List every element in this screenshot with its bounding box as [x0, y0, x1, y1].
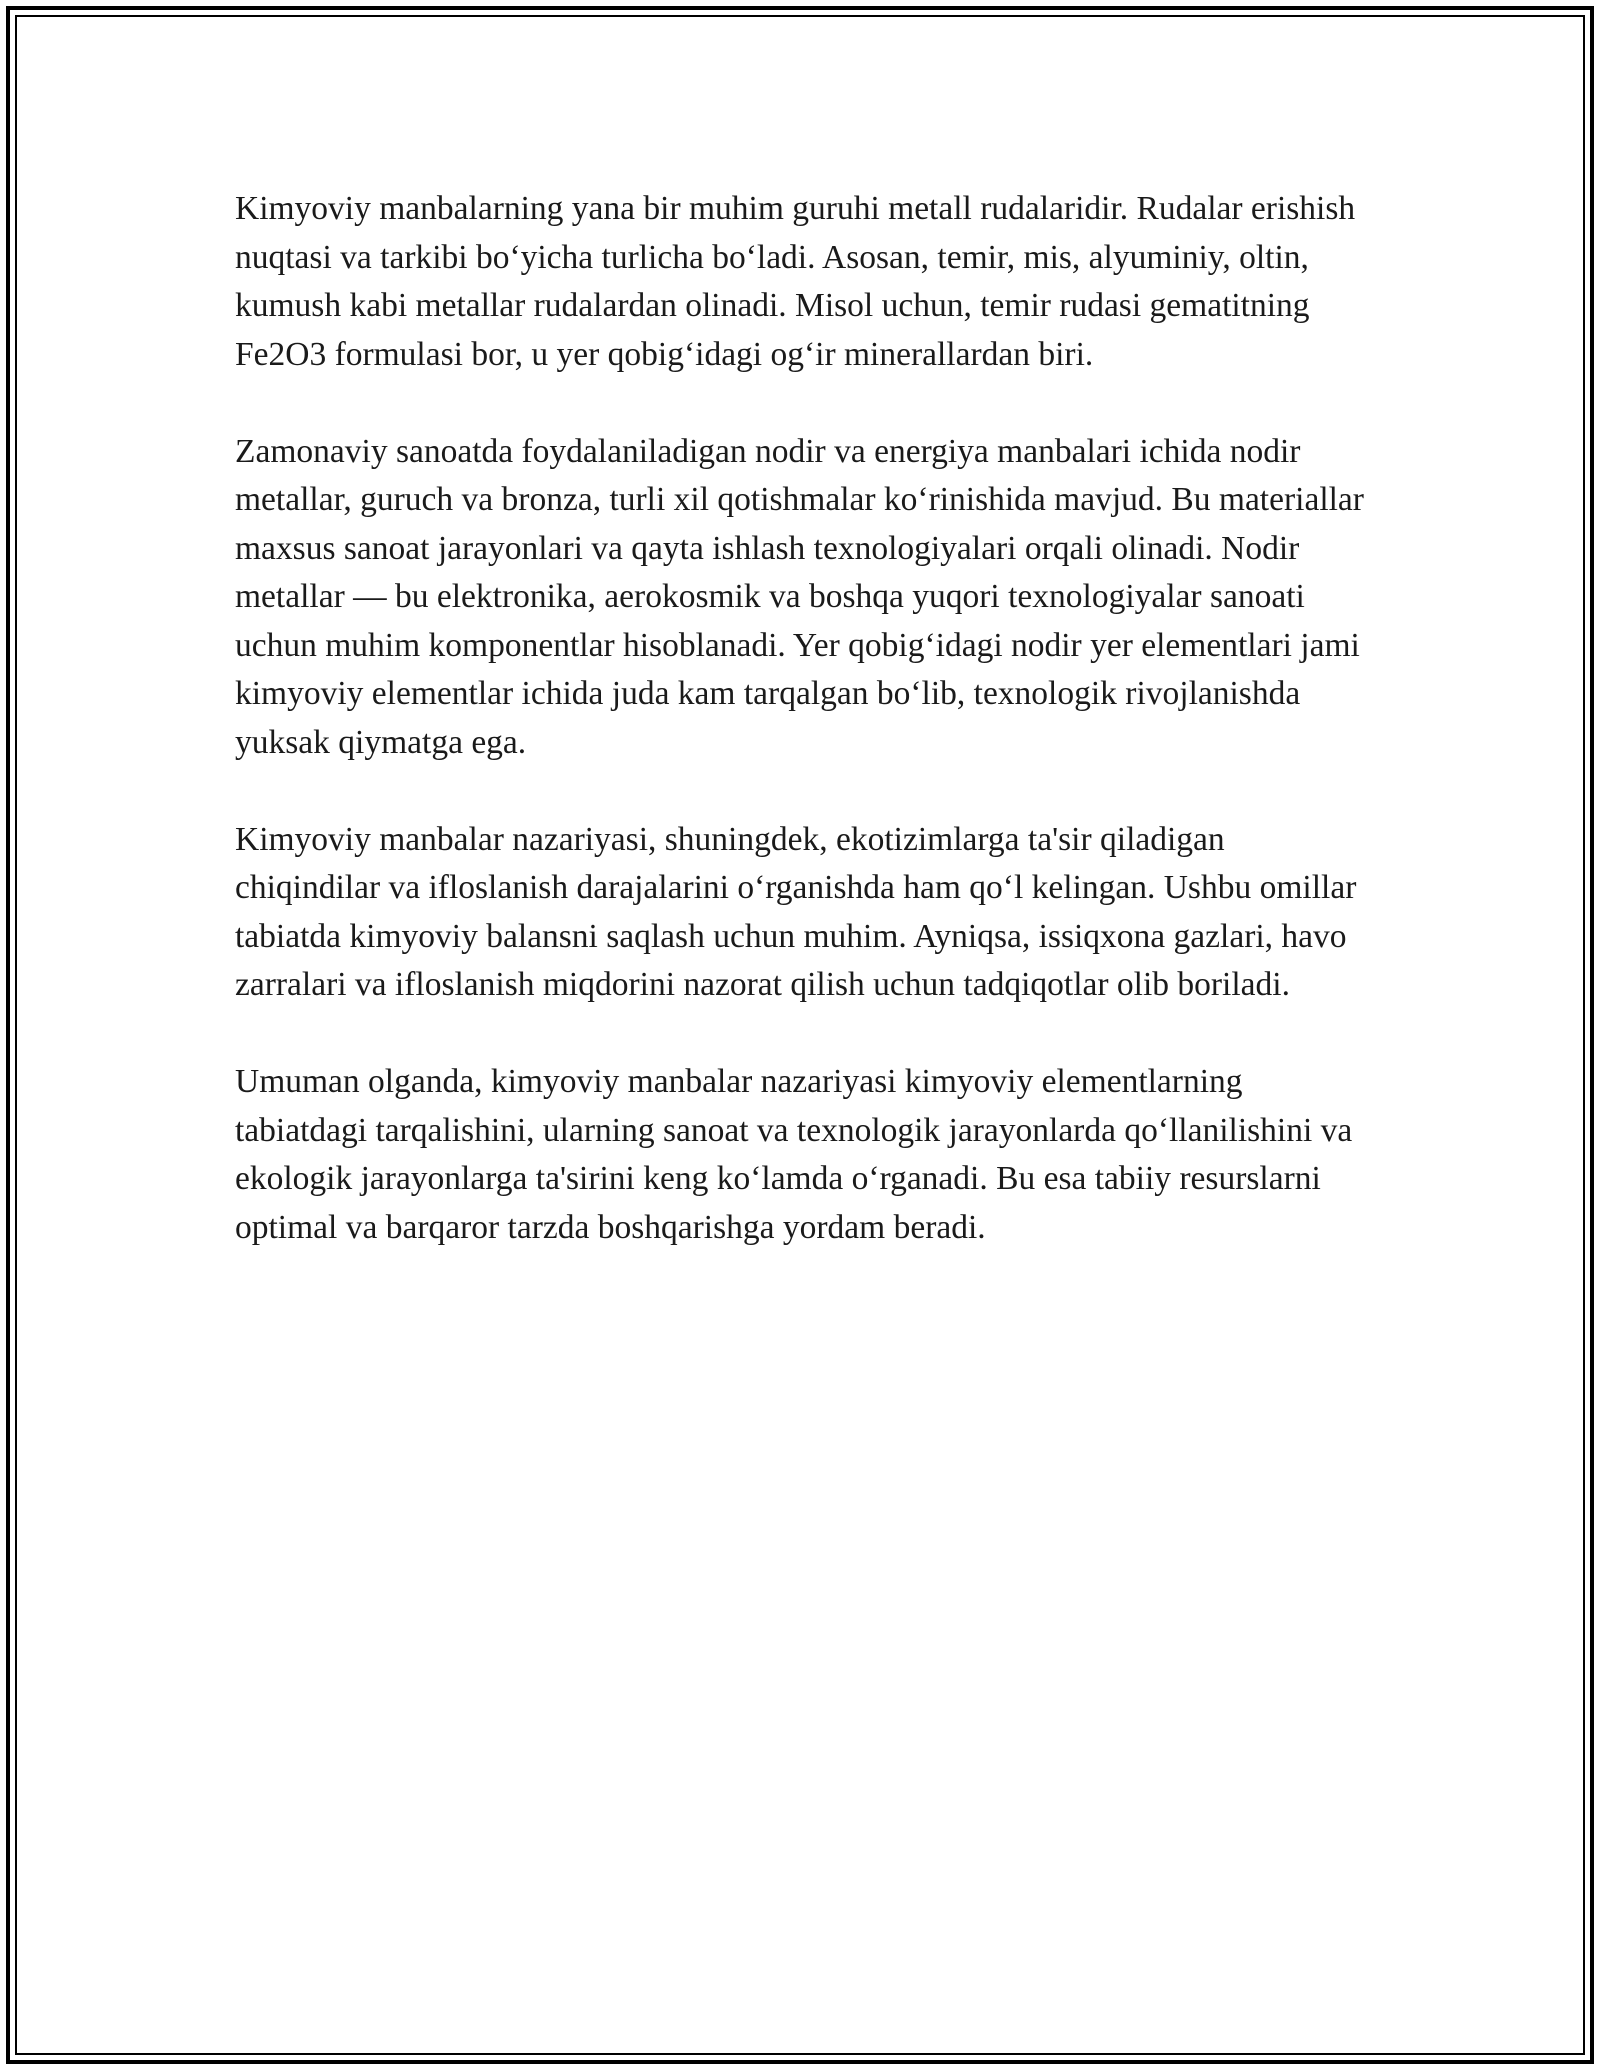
document-body — [235, 185, 1370, 1252]
paragraph-conclusion: Umuman olganda, kimyoviy manbalar nazariyasi kimyoviy elementlarning tabiatdagi tarqalishini, ularning sanoat va texnologik jarayonlarda qo‘llanilishini va ekologik jarayonlarga ta'sirini keng ko‘lamda o‘rganadi. Bu esa tabiiy resurslarni optimal va barqaror tarzda boshqarishga yordam beradi. — [235, 1063, 1353, 1246]
paragraph-pollution: Kimyoviy manbalar nazariyasi, shuningdek, ekotizimlarga ta'sir qiladigan chiqindilar va ifloslanish darajalarini o‘rganishda ham qo‘l kelingan. Ushbu omillar tabiatda kimyoviy balansni saqlash uchun muhim. Ayniqsa, issiqxona gazlari, havo zarralari va ifloslanish miqdorini nazorat qilish uchun tadqiqotlar olib boriladi. — [235, 820, 1357, 1003]
paragraph-rare-metals: Zamonaviy sanoatda foydalaniladigan nodir va energiya manbalari ichida nodir metallar, guruch va bronza, turli xil qotishmalar ko‘rinishida mavjud. Bu materiallar maxsus sanoat jarayonlari va qayta ishlash texnologiyalari orqali olinadi. Nodir metallar — bu elektronika, aerokosmik va boshqa yuqori texnologiyalar sanoati uchun muhim komponentlar hisoblanadi. Yer qobig‘idagi nodir yer elementlari jami kimyoviy elementlar ichida juda kam tarqalgan bo‘lib, texnologik rivojlanishda yuksak qiymatga ega. — [235, 432, 1364, 761]
paragraph-metal-ores: Kimyoviy manbalarning yana bir muhim guruhi metall rudalaridir. Rudalar erishish nuqtasi va tarkibi bo‘yicha turlicha bo‘ladi. Asosan, temir, mis, alyuminiy, oltin, kumush kabi metallar rudalardan olinadi. Misol uchun, temir rudasi gematitning Fe2O3 formulasi bor, u yer qobig‘idagi og‘ir minerallardan biri. — [235, 190, 1356, 373]
